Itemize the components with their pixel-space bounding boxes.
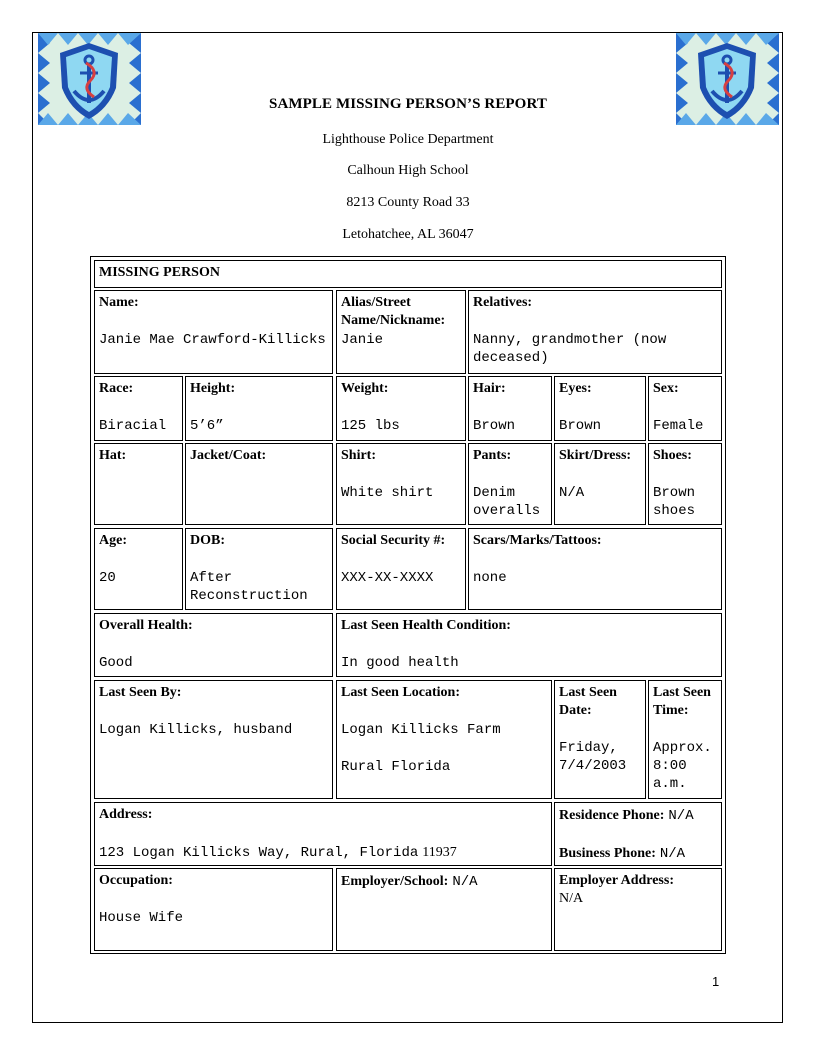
race-value[interactable]: Biracial: [99, 418, 167, 434]
city-state-zip: Letohatchee, AL 36047: [342, 227, 474, 242]
last-seen-by-cell: [94, 680, 333, 799]
skirt-cell: [554, 443, 646, 525]
alias-label: Alias/Street Name/Nickname:: [341, 295, 446, 328]
last-location-value-line1[interactable]: Logan Killicks Farm: [341, 722, 501, 738]
last-time-value[interactable]: Approx. 8:00 a.m.: [653, 740, 712, 792]
pants-value[interactable]: Denim overalls: [473, 485, 541, 519]
shirt-cell: [336, 443, 466, 525]
hat-cell: [94, 443, 183, 525]
address-value[interactable]: 123 Logan Killicks Way, Rural, Florida: [99, 845, 419, 861]
relatives-value[interactable]: Nanny, grandmother (now deceased): [473, 332, 667, 366]
employer-label: Employer/School:: [341, 874, 449, 889]
last-seen-by-value[interactable]: Logan Killicks, husband: [99, 722, 293, 738]
report-title: SAMPLE MISSING PERSON’S REPORT: [269, 96, 547, 112]
skirt-label: Skirt/Dress:: [559, 448, 632, 463]
alias-cell: [336, 290, 466, 374]
street-address: 8213 County Road 33: [346, 195, 470, 210]
eyes-label: Eyes:: [559, 381, 592, 396]
shirt-label: Shirt:: [341, 448, 376, 463]
overall-health-cell: [94, 613, 333, 677]
shoes-value[interactable]: Brown shoes: [653, 485, 696, 519]
sex-cell: [648, 376, 722, 441]
alias-value[interactable]: Janie: [341, 332, 384, 348]
last-date-label: Last Seen Date:: [559, 685, 617, 718]
shoes-cell: [648, 443, 722, 525]
weight-value[interactable]: 125 lbs: [341, 418, 400, 434]
eyes-cell: [554, 376, 646, 441]
age-value[interactable]: 20: [99, 570, 116, 586]
sex-label: Sex:: [653, 381, 679, 396]
last-health-value[interactable]: In good health: [341, 655, 459, 671]
business-phone-label: Business Phone:: [559, 846, 656, 861]
pants-cell: [468, 443, 552, 525]
last-time-cell: [648, 680, 722, 799]
race-label: Race:: [99, 381, 134, 396]
skirt-value[interactable]: N/A: [559, 485, 585, 501]
section-title-cell: [94, 260, 722, 288]
weight-label: Weight:: [341, 381, 389, 396]
address-cell: [94, 802, 552, 866]
occupation-label: Occupation:: [99, 873, 173, 888]
ssn-value[interactable]: XXX-XX-XXXX: [341, 570, 434, 586]
dob-cell: [185, 528, 333, 610]
business-phone-value[interactable]: N/A: [659, 846, 686, 862]
shirt-value[interactable]: White shirt: [341, 485, 434, 501]
employer-address-value[interactable]: N/A: [559, 891, 584, 906]
scars-label: Scars/Marks/Tattoos:: [473, 533, 602, 548]
height-label: Height:: [190, 381, 236, 396]
dob-label: DOB:: [190, 533, 225, 548]
shoes-label: Shoes:: [653, 448, 692, 463]
last-location-label: Last Seen Location:: [341, 685, 460, 700]
height-cell: [185, 376, 333, 441]
page-number: 1: [712, 974, 720, 989]
last-date-value[interactable]: Friday, 7/4/2003: [559, 740, 627, 774]
pants-label: Pants:: [473, 448, 512, 463]
relatives-cell: [468, 290, 722, 374]
age-cell: [94, 528, 183, 610]
name-label: Name:: [99, 295, 139, 310]
occupation-cell: [94, 868, 333, 951]
age-label: Age:: [99, 533, 127, 548]
hair-value[interactable]: Brown: [473, 418, 516, 434]
last-date-cell: [554, 680, 646, 799]
ssn-label: Social Security #:: [341, 533, 446, 548]
last-location-cell: [336, 680, 552, 799]
dob-value[interactable]: After Reconstruction: [190, 570, 308, 604]
last-location-value-line2[interactable]: Rural Florida: [341, 759, 451, 775]
sex-value[interactable]: Female: [653, 418, 704, 434]
jacket-label: Jacket/Coat:: [190, 448, 267, 463]
section-title: MISSING PERSON: [99, 265, 220, 280]
last-health-cell: [336, 613, 722, 677]
employer-value[interactable]: N/A: [452, 874, 478, 890]
phone-cell: [554, 802, 722, 866]
employer-address-label: Employer Address:: [559, 873, 674, 888]
name-cell: [94, 290, 333, 374]
hat-label: Hat:: [99, 448, 127, 463]
overall-health-label: Overall Health:: [99, 618, 193, 633]
overall-health-value[interactable]: Good: [99, 655, 133, 671]
name-value[interactable]: Janie Mae Crawford-Killicks: [99, 332, 326, 348]
occupation-value[interactable]: House Wife: [99, 910, 184, 926]
race-cell: [94, 376, 183, 441]
address-zip[interactable]: 11937: [422, 845, 457, 860]
address-label: Address:: [99, 807, 153, 822]
eyes-value[interactable]: Brown: [559, 418, 602, 434]
employer-cell: [336, 868, 552, 951]
weight-cell: [336, 376, 466, 441]
school-name: Calhoun High School: [347, 163, 469, 178]
scars-value[interactable]: none: [473, 570, 507, 586]
residence-phone-value[interactable]: N/A: [668, 808, 694, 824]
last-health-label: Last Seen Health Condition:: [341, 618, 511, 633]
relatives-label: Relatives:: [473, 295, 533, 310]
residence-phone-label: Residence Phone:: [559, 808, 665, 823]
department-name: Lighthouse Police Department: [322, 132, 494, 147]
height-value[interactable]: 5’6”: [190, 418, 224, 434]
jacket-cell: [185, 443, 333, 525]
last-time-label: Last Seen Time:: [653, 685, 711, 718]
ssn-cell: [336, 528, 466, 610]
hair-cell: [468, 376, 552, 441]
last-seen-by-label: Last Seen By:: [99, 685, 182, 700]
employer-address-cell: [554, 868, 722, 951]
missing-person-form: [90, 256, 726, 954]
hair-label: Hair:: [473, 381, 506, 396]
scars-cell: [468, 528, 722, 610]
